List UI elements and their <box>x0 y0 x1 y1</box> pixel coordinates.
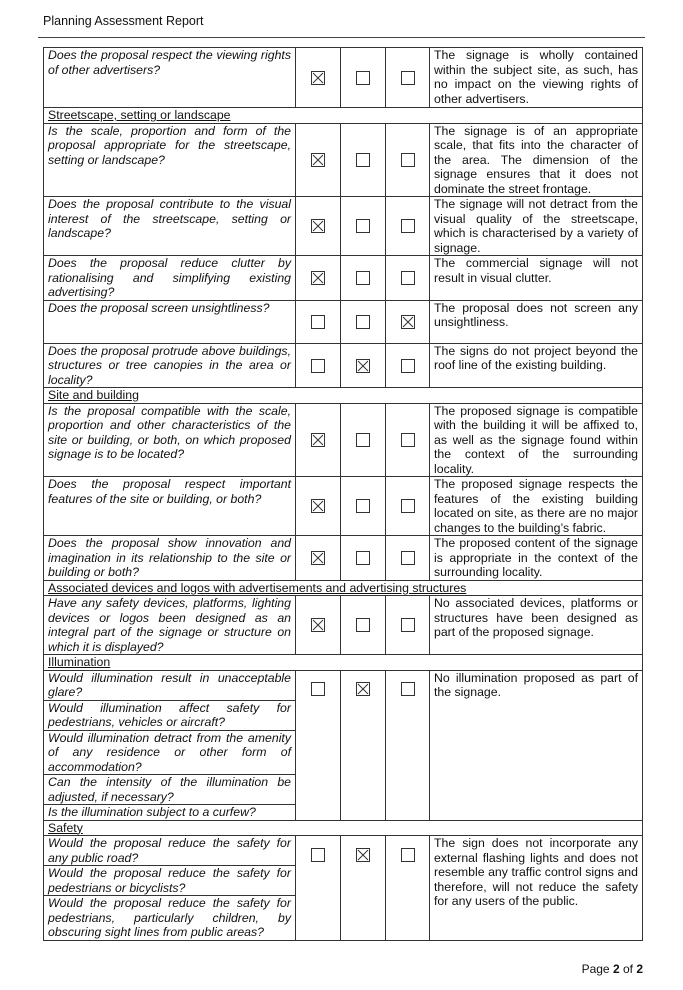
question-text: Would the proposal reduce the safety for pedestrians or bicyclists? <box>44 866 296 896</box>
question-text: Does the proposal screen unsightliness? <box>44 300 296 343</box>
na-cell <box>386 536 430 581</box>
yes-cell <box>296 670 341 820</box>
yes-checkbox[interactable] <box>311 71 325 85</box>
yes-checkbox[interactable] <box>311 219 325 233</box>
assessment-row <box>44 197 643 256</box>
na-checkbox[interactable] <box>401 271 415 285</box>
cross-mark-icon <box>357 683 369 695</box>
no-checkbox[interactable] <box>356 271 370 285</box>
na-cell <box>386 48 430 108</box>
question-text: Is the scale, proportion and form of the proposal appropriate for the streetscape, setting or landscape? <box>44 123 296 197</box>
comment-text: The signage will not detract from the visual quality of the streetscape, which is characterised by a variety of signage. <box>430 197 643 256</box>
na-checkbox[interactable] <box>401 315 415 329</box>
cross-mark-icon <box>312 552 324 564</box>
cross-mark-icon <box>312 220 324 232</box>
question-text: Is the illumination subject to a curfew? <box>44 805 296 821</box>
no-checkbox[interactable] <box>356 551 370 565</box>
na-cell <box>386 300 430 343</box>
question-text: Would the proposal reduce the safety for pedestrians, particularly children, by obscuring sight lines from public areas? <box>44 896 296 941</box>
section-row <box>44 108 643 124</box>
cross-mark-icon <box>312 154 324 166</box>
question-text: Have any safety devices, platforms, lighting devices or logos been designed as an integral part of the signage or structure on which it is displayed? <box>44 596 296 655</box>
na-cell <box>386 403 430 477</box>
na-cell <box>386 343 430 388</box>
na-cell <box>386 197 430 256</box>
cross-mark-icon <box>312 72 324 84</box>
yes-checkbox[interactable] <box>311 271 325 285</box>
na-checkbox[interactable] <box>401 153 415 167</box>
cross-mark-icon <box>312 500 324 512</box>
yes-checkbox[interactable] <box>311 315 325 329</box>
na-checkbox[interactable] <box>401 551 415 565</box>
yes-cell <box>296 477 341 536</box>
comment-text: The proposal does not screen any unsightliness. <box>430 300 643 343</box>
na-cell <box>386 670 430 820</box>
no-cell <box>341 300 386 343</box>
na-checkbox[interactable] <box>401 219 415 233</box>
na-checkbox[interactable] <box>401 618 415 632</box>
no-checkbox[interactable] <box>356 848 370 862</box>
no-checkbox[interactable] <box>356 315 370 329</box>
question-text: Does the proposal protrude above buildings, structures or tree canopies in the area or locality? <box>44 343 296 388</box>
comment-text: The signage is of an appropriate scale, that fits into the character of the area. The dimension of the signage ensures that it does not dominate the street frontage. <box>430 123 643 197</box>
no-cell <box>341 596 386 655</box>
section-row <box>44 580 643 596</box>
assessment-table-body <box>44 48 643 941</box>
comment-text: The commercial signage will not result in visual clutter. <box>430 256 643 301</box>
assessment-row <box>44 300 643 343</box>
assessment-row <box>44 256 643 301</box>
assessment-table <box>43 47 643 941</box>
section-row <box>44 388 643 404</box>
yes-checkbox[interactable] <box>311 433 325 447</box>
section-heading: Associated devices and logos with advertisements and advertising structures <box>48 580 467 595</box>
no-cell <box>341 403 386 477</box>
question-text: Can the intensity of the illumination be adjusted, if necessary? <box>44 775 296 805</box>
na-checkbox[interactable] <box>401 682 415 696</box>
section-heading-cell <box>44 580 643 596</box>
na-cell <box>386 123 430 197</box>
question-text: Would illumination affect safety for pedestrians, vehicles or aircraft? <box>44 700 296 730</box>
cross-mark-icon <box>357 849 369 861</box>
yes-cell <box>296 403 341 477</box>
question-text: Would illumination detract from the amenity of any residence or other form of accommodation? <box>44 730 296 775</box>
na-checkbox[interactable] <box>401 433 415 447</box>
report-header-title: Planning Assessment Report <box>43 14 204 28</box>
section-row <box>44 820 643 836</box>
no-checkbox[interactable] <box>356 219 370 233</box>
no-checkbox[interactable] <box>356 359 370 373</box>
na-cell <box>386 256 430 301</box>
comment-text: No illumination proposed as part of the signage. <box>430 670 643 820</box>
no-cell <box>341 670 386 820</box>
question-text: Does the proposal reduce clutter by rationalising and simplifying existing advertising? <box>44 256 296 301</box>
section-heading-cell <box>44 820 643 836</box>
no-cell <box>341 197 386 256</box>
no-cell <box>341 836 386 941</box>
assessment-row <box>44 596 643 655</box>
yes-checkbox[interactable] <box>311 359 325 373</box>
cross-mark-icon <box>312 619 324 631</box>
yes-cell <box>296 48 341 108</box>
yes-checkbox[interactable] <box>311 682 325 696</box>
na-cell <box>386 596 430 655</box>
na-checkbox[interactable] <box>401 499 415 513</box>
assessment-row <box>44 48 643 108</box>
yes-checkbox[interactable] <box>311 618 325 632</box>
question-text: Would the proposal reduce the safety for any public road? <box>44 836 296 866</box>
page-total: 2 <box>636 962 643 976</box>
assessment-row <box>44 123 643 197</box>
section-heading: Illumination <box>48 655 111 669</box>
yes-checkbox[interactable] <box>311 153 325 167</box>
section-heading-cell <box>44 108 643 124</box>
assessment-row <box>44 536 643 581</box>
no-cell <box>341 256 386 301</box>
no-checkbox[interactable] <box>356 433 370 447</box>
na-checkbox[interactable] <box>401 71 415 85</box>
page-current: 2 <box>612 962 620 976</box>
no-cell <box>341 343 386 388</box>
na-checkbox[interactable] <box>401 359 415 373</box>
assessment-row <box>44 836 643 866</box>
comment-text: The proposed signage is compatible with the building it will be affixed to, as well as the signage found within the context of the surrounding locality. <box>430 403 643 477</box>
page-prefix: Page <box>581 962 613 976</box>
yes-cell <box>296 343 341 388</box>
comment-text: No associated devices, platforms or structures have been designed as part of the proposed signage. <box>430 596 643 655</box>
comment-text: The proposed content of the signage is appropriate in the context of the surrounding locality. <box>430 536 643 581</box>
no-checkbox[interactable] <box>356 499 370 513</box>
assessment-row <box>44 403 643 477</box>
na-cell <box>386 477 430 536</box>
yes-cell <box>296 123 341 197</box>
yes-checkbox[interactable] <box>311 848 325 862</box>
cross-mark-icon <box>312 434 324 446</box>
cross-mark-icon <box>312 272 324 284</box>
section-heading-cell <box>44 388 643 404</box>
yes-cell <box>296 536 341 581</box>
comment-text: The signs do not project beyond the roof line of the existing building. <box>430 343 643 388</box>
yes-cell <box>296 596 341 655</box>
question-text: Does the proposal respect the viewing rights of other advertisers? <box>44 48 296 108</box>
section-heading-cell <box>44 655 643 671</box>
yes-cell <box>296 197 341 256</box>
assessment-row <box>44 343 643 388</box>
comment-text: The sign does not incorporate any external flashing lights and does not resemble any traffic control signs and therefore, will not reduce the safety for any users of the public. <box>430 836 643 941</box>
no-cell <box>341 48 386 108</box>
no-cell <box>341 536 386 581</box>
yes-cell <box>296 300 341 343</box>
no-checkbox[interactable] <box>356 71 370 85</box>
na-checkbox[interactable] <box>401 848 415 862</box>
question-text: Does the proposal respect important features of the site or building, or both? <box>44 477 296 536</box>
yes-checkbox[interactable] <box>311 499 325 513</box>
yes-cell <box>296 256 341 301</box>
assessment-row <box>44 477 643 536</box>
yes-cell <box>296 836 341 941</box>
question-text: Does the proposal show innovation and imagination in its relationship to the site or building or both? <box>44 536 296 581</box>
no-cell <box>341 123 386 197</box>
no-checkbox[interactable] <box>356 682 370 696</box>
yes-checkbox[interactable] <box>311 551 325 565</box>
question-text: Is the proposal compatible with the scale, proportion and other characteristics of the site or building, or both, on which proposed signage is to be located? <box>44 403 296 477</box>
no-checkbox[interactable] <box>356 618 370 632</box>
cross-mark-icon <box>357 360 369 372</box>
no-cell <box>341 477 386 536</box>
page-sep: of <box>619 962 637 976</box>
page-footer <box>582 962 643 976</box>
cross-mark-icon <box>402 316 414 328</box>
comment-text: The proposed signage respects the features of the existing building located on site, as there are no major changes to the building’s fabric. <box>430 477 643 536</box>
section-heading: Safety <box>48 820 83 835</box>
na-cell <box>386 836 430 941</box>
question-text: Does the proposal contribute to the visual interest of the streetscape, setting or landscape? <box>44 197 296 256</box>
section-heading: Streetscape, setting or landscape <box>48 108 231 122</box>
section-heading: Site and building <box>48 388 139 402</box>
no-checkbox[interactable] <box>356 153 370 167</box>
header-rule <box>38 37 645 38</box>
question-text: Would illumination result in unacceptable glare? <box>44 670 296 700</box>
assessment-row <box>44 670 643 700</box>
section-row <box>44 655 643 671</box>
comment-text: The signage is wholly contained within the subject site, as such, has no impact on the viewing rights of other advertisers. <box>430 48 643 108</box>
